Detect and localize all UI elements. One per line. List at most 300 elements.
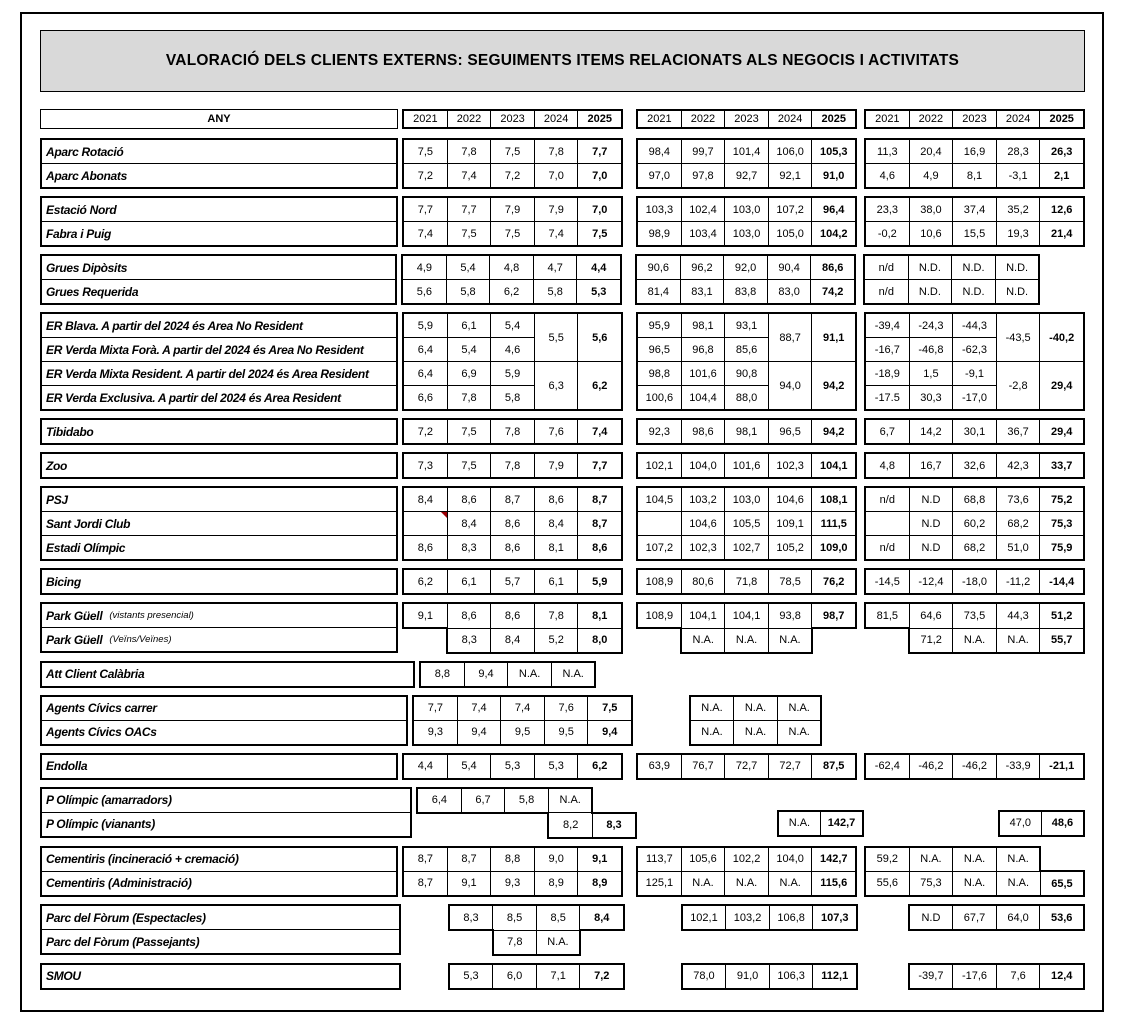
value-cell: 5,4 [446,255,490,280]
empty-cell [592,788,636,813]
year-header-group [402,109,623,129]
delta-table [864,846,1085,898]
value-cell: N.D [909,905,953,930]
empty-cell [1042,695,1085,718]
value-cell: 98,8 [637,362,681,386]
row-sublabel: (Veïns/Veïnes) [109,634,172,645]
value-cell: N.A. [725,871,769,896]
value-cell: 5,8 [491,386,535,411]
value-cell: N.A. [777,720,821,745]
delta-table [871,787,1085,837]
value-cell: 68,2 [996,512,1040,536]
empty-cell [461,813,505,838]
value-cell: 20,4 [909,139,953,164]
row-label-text: Grues Requerida [46,284,139,299]
empty-cell [813,930,857,954]
value-cell: 72,7 [768,754,812,779]
empty-cell [726,930,770,954]
value-cell: 7,7 [403,197,447,222]
score-table [402,753,623,780]
value-cell: 96,2 [680,255,724,280]
value-cell: 104,2 [812,222,856,247]
row-group [40,963,1085,990]
value-cell: 9,0 [534,847,578,872]
value-cell: 81,5 [865,603,909,628]
row-label [42,140,396,163]
value-cell: 88,0 [725,386,769,411]
empty-cell [956,787,999,811]
value-cell: 1,5 [909,362,953,386]
row-label-text: Zoo [46,458,68,473]
index-table [636,418,857,445]
value-cell: 8,3 [447,628,491,653]
value-cell: -62,3 [953,338,997,362]
index-table [636,138,857,189]
value-cell: 7,4 [501,696,545,721]
value-cell: 5,8 [446,280,490,305]
value-cell: 83,8 [724,280,768,305]
value-cell: 106,3 [769,964,813,989]
value-cell: 5,9 [491,362,535,386]
value-cell: 7,5 [403,139,447,164]
value-cell: 98,1 [681,313,725,338]
value-cell: 15,5 [953,222,997,247]
value-cell: 115,6 [812,871,856,896]
value-cell: 7,9 [491,197,535,222]
index-table [636,452,857,479]
value-cell: 55,7 [1040,628,1084,653]
value-cell: -44,3 [953,313,997,338]
value-cell: 55,6 [865,871,909,896]
value-cell: N.A. [690,720,734,745]
value-cell: 63,9 [637,754,681,779]
value-cell: 75,2 [1040,487,1084,512]
value-cell: 106,0 [768,139,812,164]
row-group [40,138,1085,189]
comment-flag-icon [441,512,447,518]
value-cell: 102,7 [725,536,769,561]
year-header-cell: 2024 [534,110,578,128]
value-cell: 5,6 [578,313,622,362]
value-cell: 91,1 [812,313,856,362]
value-cell: 90,6 [636,255,680,280]
index-table [635,254,856,305]
delta-table [864,418,1085,445]
value-cell: 29,4 [1040,419,1084,444]
label-box [40,695,408,746]
value-cell: 19,3 [996,222,1040,247]
value-cell: N.A. [508,662,552,687]
value-cell: 85,6 [725,338,769,362]
value-cell: 8,4 [403,487,447,512]
value-cell: 9,1 [447,871,491,896]
value-cell: 106,8 [769,905,813,930]
value-cell: 8,4 [447,512,491,536]
value-cell: 112,1 [813,964,857,989]
value-cell: 5,4 [491,313,535,338]
value-cell: 109,0 [812,536,856,561]
value-cell: 9,4 [588,720,632,745]
value-cell: 8,0 [578,628,622,653]
empty-cell [812,628,856,653]
index-table [638,963,858,990]
empty-cell [821,696,865,721]
value-cell: 142,7 [820,811,863,836]
empty-cell [652,661,695,684]
row-label [42,198,396,221]
score-table [402,602,623,654]
empty-cell [735,811,778,836]
value-cell: 4,6 [865,164,909,189]
value-cell: 68,8 [953,487,997,512]
value-cell: 104,4 [681,386,725,411]
value-cell: 4,6 [491,338,535,362]
value-cell: 8,1 [953,164,997,189]
value-cell: 7,4 [457,696,501,721]
empty-cell [1042,718,1085,741]
value-cell: 9,5 [501,720,545,745]
delta-table [872,661,1085,684]
row-group [40,568,1085,595]
empty-cell [865,930,909,954]
empty-cell [735,787,778,811]
value-cell: n/d [864,255,908,280]
empty-cell [956,811,999,836]
value-cell: 7,2 [403,419,447,444]
row-label [42,871,396,895]
value-cell: 7,7 [578,139,622,164]
value-cell: -39,7 [909,964,953,989]
value-cell: -0,2 [865,222,909,247]
value-cell: N.A. [996,847,1040,872]
value-cell: 7,5 [578,222,622,247]
empty-cell [650,811,693,836]
value-cell: N.A. [996,628,1040,653]
empty-cell [872,695,915,718]
value-cell: 97,8 [681,164,725,189]
score-table [412,695,633,746]
value-cell: -18,9 [865,362,909,386]
row-label-text: Park Güell [46,632,103,647]
year-header-cell: 2025 [578,110,622,128]
empty-cell [1040,930,1084,954]
value-cell: 75,3 [1040,512,1084,536]
row-label-text: Agents Cívics carrer [46,701,157,715]
row-label-text: Aparc Rotació [46,144,124,159]
row-label [42,385,396,409]
row-group [40,254,1085,305]
value-cell: 7,9 [534,197,578,222]
score-table [419,661,639,688]
value-cell: 9,5 [544,720,588,745]
value-cell: -43,5 [996,313,1040,362]
value-cell: -2,8 [996,362,1040,411]
row-label [42,755,396,778]
value-cell: 8,6 [491,603,535,628]
index-table [636,312,857,411]
row-label-text: ER Verda Exclusiva. A partir del 2024 és Area Resident [46,390,341,405]
value-cell: 125,1 [637,871,681,896]
value-cell: 87,5 [812,754,856,779]
score-table [402,452,623,479]
value-cell: 7,7 [447,197,491,222]
label-box [40,254,397,305]
value-cell: 81,4 [636,280,680,305]
value-cell: 7,6 [996,964,1040,989]
empty-cell [403,628,447,653]
score-table [402,312,623,411]
value-cell: 104,0 [681,453,725,478]
empty-cell [1039,255,1084,280]
value-cell: 107,2 [768,197,812,222]
empty-cell [865,905,909,930]
value-cell: 7,7 [413,696,457,721]
value-cell: 105,3 [812,139,856,164]
value-cell: 30,1 [953,419,997,444]
value-cell: 102,1 [682,905,726,930]
value-cell: 107,2 [637,536,681,561]
year-header-cell: 2022 [681,110,725,128]
value-cell: 14,2 [909,419,953,444]
delta-table [865,963,1085,990]
value-cell: 7,8 [447,386,491,411]
value-cell: 8,1 [534,536,578,561]
index-table [636,846,857,897]
value-cell: 8,6 [491,536,535,561]
row-label [42,604,396,627]
empty-cell [1000,718,1043,741]
value-cell: 6,1 [447,313,491,338]
row-group [40,753,1085,780]
row-label-text: Park Güell [46,608,103,623]
delta-table [864,602,1085,654]
value-cell: 6,0 [493,964,537,989]
row-label-text: Cementiris (incineració + cremació) [46,852,239,866]
value-cell: 47,0 [999,811,1042,836]
row-label [42,929,399,953]
value-cell: 65,5 [1040,871,1084,896]
value-cell: 105,6 [681,847,725,872]
value-cell: 28,3 [996,139,1040,164]
value-cell: 35,2 [996,197,1040,222]
value-cell: -3,1 [996,164,1040,189]
index-table [636,753,857,780]
value-cell: 104,5 [637,487,681,512]
value-cell: 102,3 [681,536,725,561]
year-header-cell: 2023 [725,110,769,128]
label-box [40,568,398,595]
value-cell: 8,6 [447,603,491,628]
row-group [40,196,1085,247]
value-cell: 8,7 [578,487,622,512]
row-label-text: Parc del Fòrum (Passejants) [46,934,200,949]
empty-cell [957,718,1000,741]
value-cell: 90,8 [725,362,769,386]
label-box [40,753,398,780]
value-cell: N.A. [734,696,778,721]
value-cell: 76,7 [681,754,725,779]
row-label [42,789,410,812]
value-cell: 98,6 [681,419,725,444]
value-cell: -12,4 [909,569,953,594]
value-cell: 7,2 [403,164,447,189]
value-cell: N.A. [768,628,812,653]
score-table [402,846,623,897]
value-cell: 5,3 [449,964,493,989]
value-cell: N.A. [681,628,725,653]
empty-cell [909,930,953,954]
value-cell: 9,3 [491,871,535,896]
value-cell: 7,8 [534,139,578,164]
value-cell: N.A. [690,696,734,721]
value-cell: 5,3 [577,280,621,305]
value-cell: 103,2 [681,487,725,512]
row-label [42,221,396,245]
value-cell: N.A. [768,871,812,896]
year-header-cell: 2023 [491,110,535,128]
empty-cell [695,661,738,684]
value-cell: 94,2 [812,419,856,444]
value-cell: 74,2 [811,280,855,305]
row-label-text: Parc del Fòrum (Espectacles) [46,910,206,925]
value-cell: 5,7 [491,569,535,594]
row-label-text: PSJ [46,492,68,507]
value-cell: 86,6 [811,255,855,280]
value-cell: 11,3 [865,139,909,164]
empty-cell [638,964,682,989]
value-cell: 5,4 [447,754,491,779]
value-cell: 37,4 [953,197,997,222]
empty-cell [693,811,736,836]
value-cell: 5,2 [534,628,578,653]
label-box [40,312,398,411]
value-cell: 96,5 [637,338,681,362]
value-cell: 113,7 [637,847,681,872]
value-cell: 8,7 [578,512,622,536]
value-cell: N.A. [909,847,953,872]
value-cell: 7,2 [491,164,535,189]
value-cell: 8,6 [534,487,578,512]
value-cell: N.D. [952,255,996,280]
row-label-text: Tibidabo [46,424,94,439]
value-cell: 92,1 [768,164,812,189]
empty-cell [865,964,909,989]
value-cell: 7,5 [491,222,535,247]
value-cell: 7,4 [534,222,578,247]
value-cell: 8,6 [578,536,622,561]
value-cell: 42,3 [996,453,1040,478]
value-cell: N.D. [908,280,952,305]
row-label [42,511,396,535]
value-cell: 78,5 [768,569,812,594]
label-box [40,787,412,838]
index-table [646,695,865,746]
empty-cell [646,696,690,721]
value-cell: n/d [864,280,908,305]
row-label [42,720,406,744]
value-cell: 102,2 [725,847,769,872]
value-cell: 38,0 [909,197,953,222]
value-cell: 6,4 [403,362,447,386]
value-cell: 7,4 [447,164,491,189]
empty-cell [780,661,823,684]
delta-table [864,486,1085,561]
row-label-text: ER Verda Mixta Resident. A partir del 2024 és Area Resident [46,366,369,381]
row-group [40,312,1085,411]
value-cell: 8,5 [536,905,580,930]
value-cell: 7,6 [544,696,588,721]
value-cell: 107,3 [813,905,857,930]
value-cell: 102,3 [768,453,812,478]
value-cell: 103,3 [637,197,681,222]
empty-cell [1041,787,1084,811]
value-cell: 8,7 [491,487,535,512]
empty-cell [682,930,726,954]
page-title: VALORACIÓ DELS CLIENTS EXTERNS: SEGUIMENTS ITEMS RELACIONATS ALS NEGOCIS I ACTIVITATS [40,30,1085,92]
value-cell: 51,0 [996,536,1040,561]
value-cell: 36,7 [996,419,1040,444]
row-label [42,906,399,929]
value-cell: N.A. [548,788,592,813]
value-cell: 7,1 [536,964,580,989]
delta-table [863,254,1085,305]
empty-cell [1039,280,1084,305]
delta-table [864,138,1085,189]
value-cell: 9,1 [578,847,622,872]
value-cell: 99,7 [681,139,725,164]
value-cell: 83,0 [767,280,811,305]
value-cell: 8,7 [403,871,447,896]
value-cell: -33,9 [996,754,1040,779]
row-label [42,848,396,871]
value-cell: 80,6 [681,569,725,594]
empty-cell [914,811,957,836]
value-cell: N.A. [953,871,997,896]
row-label [42,812,410,836]
value-cell: N.A. [778,811,821,836]
value-cell: N.A. [734,720,778,745]
empty-cell [646,720,690,745]
label-box [40,661,415,688]
value-cell: 105,5 [725,512,769,536]
value-cell: 7,8 [491,419,535,444]
empty-cell [957,661,1000,684]
row-label-text: Fabra i Puig [46,226,112,241]
empty-cell [737,661,780,684]
value-cell: 108,1 [812,487,856,512]
label-box [40,196,398,247]
value-cell [865,512,909,536]
value-cell: 108,9 [637,603,681,628]
value-cell: 12,6 [1040,197,1084,222]
value-cell: 4,8 [490,255,534,280]
value-cell: 16,7 [909,453,953,478]
value-cell: 90,4 [767,255,811,280]
value-cell: N.A. [551,662,595,687]
label-box [40,138,398,189]
row-label [42,570,396,593]
year-header-cell: 2022 [447,110,491,128]
value-cell: 105,0 [768,222,812,247]
value-cell: 8,7 [403,847,447,872]
value-cell: 8,3 [447,536,491,561]
value-cell: 53,6 [1040,905,1084,930]
value-cell: -14,5 [865,569,909,594]
delta-table [864,452,1085,479]
value-cell: 6,4 [417,788,461,813]
header-row [40,109,1085,129]
value-cell: 4,4 [403,754,447,779]
